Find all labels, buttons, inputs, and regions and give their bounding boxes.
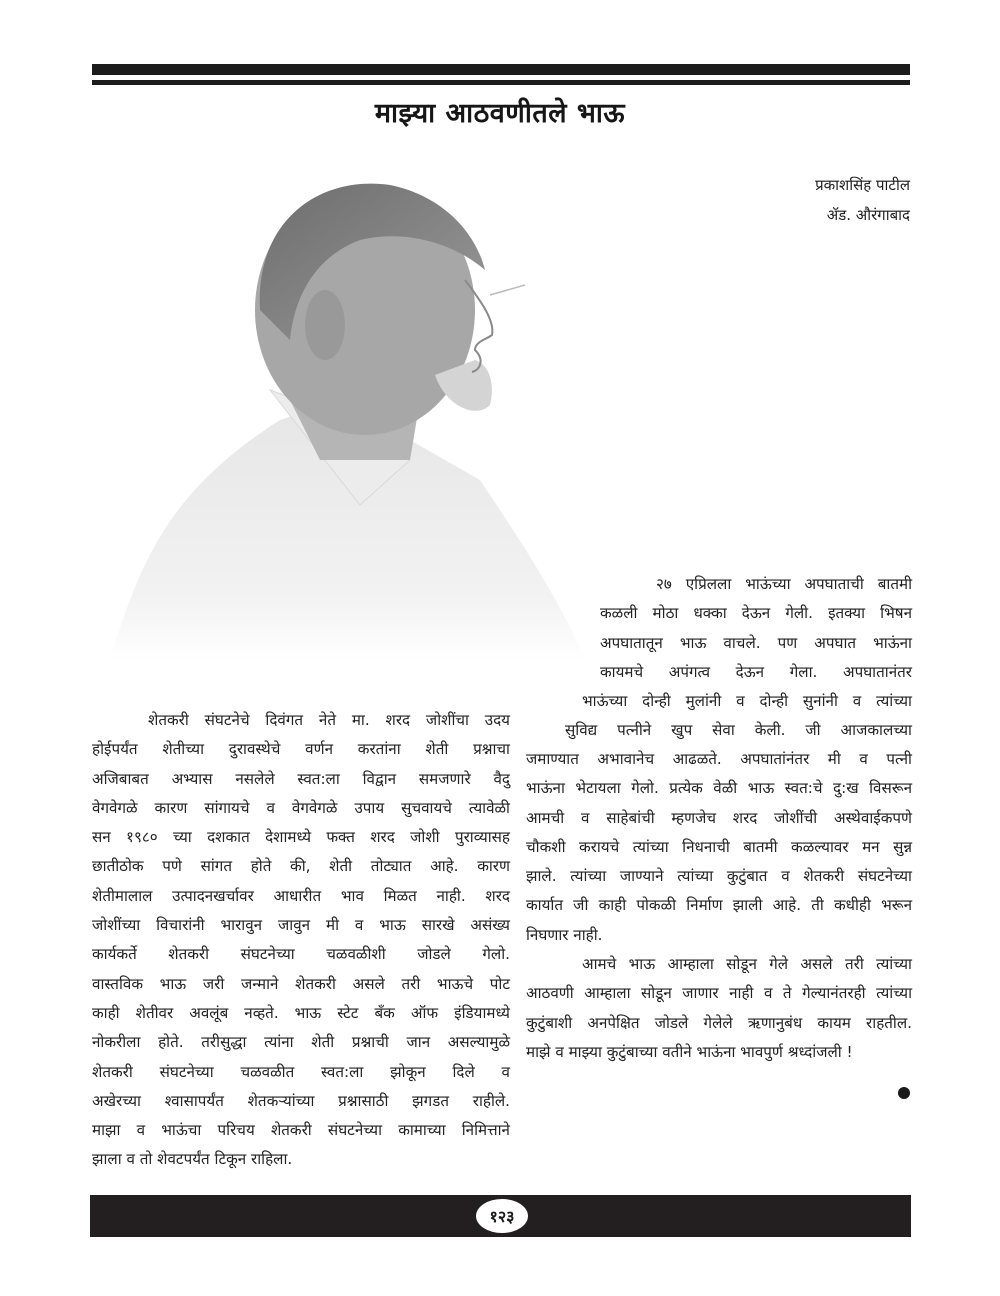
text-line: आमची व साहेबांची म्हणजेच शरद जोशींची अस्थेवाईकपणे — [526, 808, 912, 827]
text-line: वास्तविक भाऊ जरी जन्माने शेतकरी असले तरी भाऊचे पोट — [92, 974, 510, 993]
end-bullet — [898, 1087, 910, 1099]
text-line: कळली मोठा धक्का देऊन गेली. इतक्या भिषन — [600, 604, 912, 623]
text-line: चौकशी करायचे त्यांच्या निधनाची बातमी कळल्यावर मन सुन्न — [526, 837, 912, 856]
text-line: सन १९८० च्या दशकात देशामध्ये फक्त शरद जोशी पुराव्यासह — [92, 828, 510, 847]
text-line: निघणार नाही. — [526, 925, 603, 944]
text-line: सुविद्य पत्नीने खुप सेवा केली. जी आजकालच्या — [565, 721, 912, 739]
header-rule-thick — [92, 64, 910, 75]
text-line: भाऊंच्या दोन्ही मुलांनी व दोन्ही सुनांनी व त्यांच्या — [582, 692, 912, 710]
text-line: अपघातातून भाऊ वाचले. पण अपघात भाऊंना — [600, 633, 912, 652]
text-line: कार्यकर्ते शेतकरी संघटनेच्या चळवळीशी जोडले गेलो. — [92, 945, 510, 964]
text-line: शेतीमालाल उत्पादनखर्चावर आधारीत भाव मिळत नाही. शरद — [92, 886, 510, 905]
text-line: आमचे भाऊ आम्हाला सोडून गेले असले तरी त्यांच्या — [582, 955, 912, 974]
text-line: काही शेतीवर अवलूंब नव्हते. भाऊ स्टेट बँक ऑफ इंडियामध्ये — [92, 1003, 510, 1022]
header-rule-thin — [92, 80, 910, 85]
text-line: माझे व माझ्या कुटुंबाच्या वतीने भाऊंना भावपुर्ण श्रध्दांजली ! — [526, 1042, 853, 1061]
text-line: आठवणी आम्हाला सोडून जाणार नाही व ते गेल्यानंतरही त्यांच्या — [526, 984, 912, 1003]
article-title: माझ्या आठवणीतले भाऊ — [374, 98, 626, 129]
text-line: कायमचे अपंगत्व देऊन गेला. अपघातानंतर — [600, 662, 912, 681]
text-line: २७ एप्रिलला भाऊंच्या अपघाताची बातमी — [656, 575, 912, 593]
right-column-body — [526, 745, 912, 1067]
text-line: कार्यात जी काही पोकळी निर्माण झाली आहे. ती कधीही भरून — [526, 896, 912, 915]
portrait-photo — [80, 160, 600, 680]
byline — [815, 170, 910, 230]
text-line: झाला व तो शेवटपर्यंत टिकून राहिला. — [92, 1150, 293, 1169]
left-column — [92, 706, 510, 1175]
microphone-wire — [490, 285, 525, 295]
text-line: अखेरच्या श्वासापर्यंत शेतकऱ्यांच्या प्रश्नासाठी झगडत राहीले. — [92, 1091, 510, 1110]
text-line: भाऊंना भेटायला गेलो. प्रत्येक वेळी भाऊ स्वत:चे दु:ख विसरून — [526, 779, 912, 798]
right-column-wrap-2 — [565, 716, 912, 745]
text-line: अजिबाबत अभ्यास नसलेले स्वत:ला विद्वान समजणारे वैदु — [92, 769, 510, 788]
text-line: होईपर्यंत शेतीच्या दुरावस्थेचे वर्णन करतांना शेती प्रश्नाचा — [92, 740, 510, 759]
text-line: शेतकरी संघटनेचे दिवंगत नेते मा. शरद जोशींचा उदय — [148, 711, 510, 729]
text-line: शेतकरी संघटनेच्या चळवळीत स्वत:ला झोकून दिले व — [92, 1062, 510, 1081]
page-number: १२३ — [476, 1199, 528, 1233]
author-designation: ॲड. औरंगाबाद — [826, 206, 910, 224]
ear-shape — [305, 290, 345, 360]
text-line: माझा व भाऊंचा परिचय शेतकरी संघटनेच्या कामाच्या निमित्ताने — [92, 1121, 510, 1140]
text-line: जमाण्यात अभावानेच आढळते. अपघातांनंतर मी व पत्नी — [526, 750, 912, 768]
text-line: नोकरीला होते. तरीसुद्धा त्यांना शेती प्रश्नाची जान असल्यामुळे — [92, 1033, 510, 1052]
text-line: झाले. त्यांच्या जाण्याने त्यांच्या कुटुंबात व शेतकरी संघटनेच्या — [526, 867, 912, 886]
text-line: वेगवेगळे कारण सांगायचे व वेगवेगळे उपाय सुचवायचे त्यावेळी — [92, 798, 510, 817]
author-name: प्रकाशसिंह पाटील — [815, 176, 910, 194]
right-column-top — [600, 570, 912, 687]
text-line: छातीठोक पणे सांगत होते की, शेती तोट्यात आहे. कारण — [92, 857, 510, 876]
right-column-wrap-1 — [582, 687, 912, 716]
text-line: जोशींच्या विचारांनी भारावुन जावुन मी व भाऊ सारखे असंख्य — [92, 916, 510, 935]
text-line: कुटुंबाशी अनपेक्षित जोडले गेलेले ऋणानुबंध कायम राहतील. — [526, 1013, 912, 1032]
